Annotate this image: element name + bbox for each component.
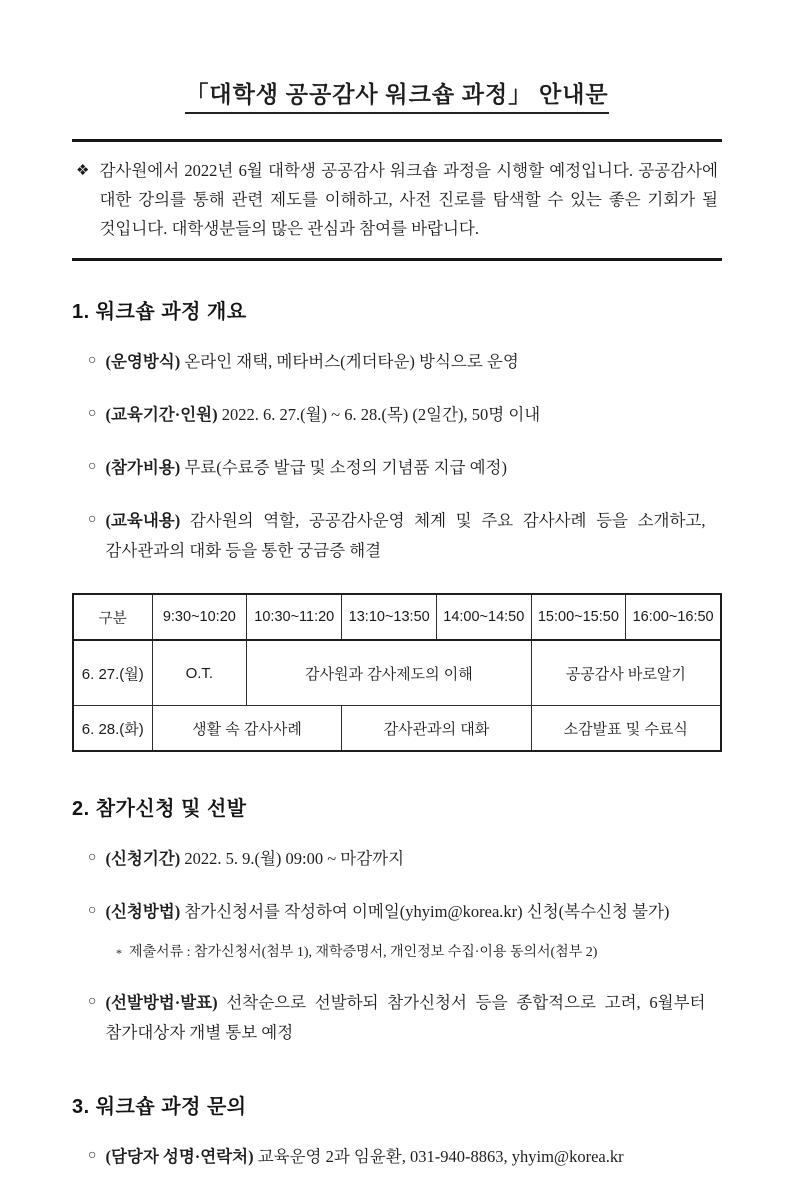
item-text: 무료(수료증 발급 및 소정의 기념품 지급 예정) bbox=[184, 458, 507, 477]
page-title-text: 「대학생 공공감사 워크숍 과정」 안내문 bbox=[185, 82, 608, 114]
circle-bullet-icon: ○ bbox=[88, 994, 97, 1009]
item-text: 교육운영 2과 임윤환, 031-940-8863, yhyim@korea.kr bbox=[257, 1147, 624, 1166]
section-2-heading: 2. 참가신청 및 선발 bbox=[72, 798, 247, 820]
col-header-time-6: 16:00~16:50 bbox=[626, 594, 721, 640]
list-item-application-period bbox=[88, 844, 722, 874]
circle-bullet-icon: ○ bbox=[88, 1148, 97, 1163]
list-item-training-content bbox=[88, 506, 722, 566]
item-body bbox=[105, 844, 404, 874]
schedule-header-row bbox=[73, 594, 721, 640]
col-header-time-5: 15:00~15:50 bbox=[531, 594, 626, 640]
item-label: (담당자 성명·연락처) bbox=[105, 1147, 254, 1166]
item-text: 2022. 6. 27.(월) ~ 6. 28.(목) (2일간), 50명 이내 bbox=[221, 405, 541, 424]
page-title bbox=[72, 76, 722, 109]
item-body bbox=[105, 453, 507, 483]
col-header-time-1: 9:30~10:20 bbox=[152, 594, 247, 640]
item-label: (선발방법·발표) bbox=[105, 993, 218, 1012]
col-header-gubun: 구분 bbox=[73, 594, 152, 640]
note-text: 제출서류 : 참가신청서(첨부 1), 재학증명서, 개인정보 수집·이용 동의서(첨부 2) bbox=[129, 945, 598, 960]
scanned-document-page bbox=[0, 76, 794, 1198]
schedule-day: 6. 28.(화) bbox=[73, 706, 152, 752]
item-body bbox=[105, 506, 705, 566]
item-label: (교육내용) bbox=[105, 511, 181, 530]
list-item-operation-method bbox=[88, 347, 722, 377]
intro-row bbox=[76, 156, 718, 243]
asterisk-icon: * bbox=[116, 946, 122, 960]
schedule-table bbox=[72, 593, 722, 752]
circle-bullet-icon: ○ bbox=[88, 406, 97, 421]
schedule-cell: 공공감사 바로알기 bbox=[531, 640, 721, 706]
list-item-selection-method bbox=[88, 988, 722, 1048]
item-text: 선착순으로 선발하되 참가신청서 등을 종합적으로 고려, 6월부터 참가대상자 개별 통보 예정 bbox=[105, 993, 706, 1042]
circle-bullet-icon: ○ bbox=[88, 459, 97, 474]
document-content bbox=[72, 76, 722, 1172]
list-item-participation-fee bbox=[88, 453, 722, 483]
item-label: (교육기간·인원) bbox=[105, 405, 218, 424]
schedule-row-day2 bbox=[73, 706, 721, 752]
item-body bbox=[105, 1142, 623, 1172]
intro-text: 감사원에서 2022년 6월 대학생 공공감사 워크숍 과정을 시행할 예정입니다. 공공감사에 대한 강의를 통해 관련 제도를 이해하고, 사전 진로를 탐색할 수 있는 좋은 기회가 될 것입니다. 대학생분들의 많은 관심과 참여를 바랍니다. bbox=[99, 161, 718, 238]
item-label: (신청방법) bbox=[105, 902, 181, 921]
schedule-cell: 소감발표 및 수료식 bbox=[531, 706, 721, 752]
diamond-bullet-icon: ❖ bbox=[76, 163, 90, 179]
item-body bbox=[105, 897, 669, 927]
list-item-application-method bbox=[88, 897, 722, 927]
item-label: (운영방식) bbox=[105, 352, 181, 371]
circle-bullet-icon: ○ bbox=[88, 353, 97, 368]
schedule-cell: 감사원과 감사제도의 이해 bbox=[247, 640, 531, 706]
item-body bbox=[105, 347, 518, 377]
section-3-heading: 3. 워크숍 과정 문의 bbox=[72, 1096, 247, 1118]
schedule-row-day1 bbox=[73, 640, 721, 706]
schedule-cell: O.T. bbox=[152, 640, 247, 706]
item-label: (신청기간) bbox=[105, 849, 181, 868]
item-body bbox=[105, 400, 540, 430]
list-item-training-period bbox=[88, 400, 722, 430]
section-1-heading: 1. 워크숍 과정 개요 bbox=[72, 301, 247, 323]
circle-bullet-icon: ○ bbox=[88, 850, 97, 865]
schedule-day: 6. 27.(월) bbox=[73, 640, 152, 706]
item-body bbox=[105, 988, 705, 1048]
list-item-contact bbox=[88, 1142, 722, 1172]
circle-bullet-icon: ○ bbox=[88, 903, 97, 918]
col-header-time-4: 14:00~14:50 bbox=[436, 594, 531, 640]
intro-box bbox=[72, 139, 722, 261]
col-header-time-2: 10:30~11:20 bbox=[247, 594, 342, 640]
item-text: 2022. 5. 9.(월) 09:00 ~ 마감까지 bbox=[184, 849, 405, 868]
submission-documents-note bbox=[116, 941, 722, 965]
item-label: (참가비용) bbox=[105, 458, 181, 477]
item-text: 감사원의 역할, 공공감사운영 체계 및 주요 감사사례 등을 소개하고, 감사관과의 대화 등을 통한 궁금증 해결 bbox=[105, 511, 706, 560]
col-header-time-3: 13:10~13:50 bbox=[342, 594, 437, 640]
schedule-cell: 감사관과의 대화 bbox=[342, 706, 531, 752]
circle-bullet-icon: ○ bbox=[88, 512, 97, 527]
item-text: 참가신청서를 작성하여 이메일(yhyim@korea.kr) 신청(복수신청 불가) bbox=[184, 902, 670, 921]
schedule-cell: 생활 속 감사사례 bbox=[152, 706, 342, 752]
item-text: 온라인 재택, 메타버스(게더타운) 방식으로 운영 bbox=[184, 352, 519, 371]
